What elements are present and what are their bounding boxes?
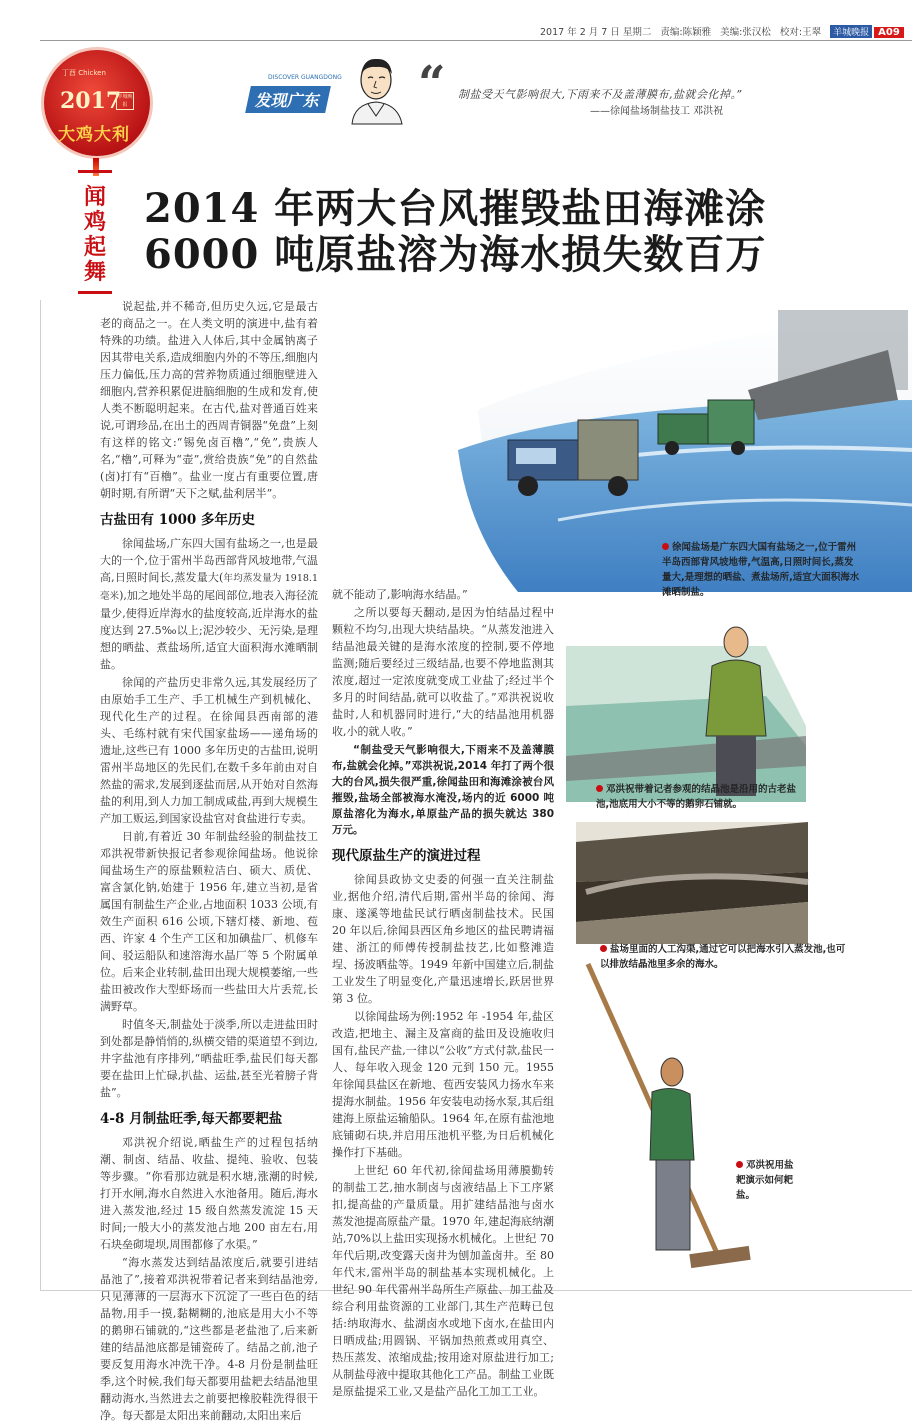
- section-heading: 古盐田有 1000 多年历史: [100, 512, 255, 528]
- article-paragraph: “海水蒸发达到结晶浓度后,就要引进结晶池了”,接着邓洪祝带着记者来到结晶池旁,只见薄薄的一层海水下沉淀了一些白色的结晶物,用手一摸,黏糊糊的,池底是用大小不等的鹅卵石铺就的,“这些都是老盐池了,后来新建的结晶池底都是铺瓷砖了。结晶之前,池子要反复用海水冲洗干净。4-8 月份是制盐旺季,这个时候,我们每天都要用盐耙去结晶池里翻动海水,当然进去之前要把橡胶鞋洗得很干净。每天都是太阳出来前翻动,太阳出来后: [100, 1256, 318, 1422]
- emblem-year: 2017: [60, 88, 122, 114]
- paragraph-text: 徐闻盐场,广东四大国有盐场之一,也是最大的一个,位于雷州半岛西部背风坡地带,气温高,日照时间长,蒸发量大(: [100, 537, 318, 584]
- article-paragraph: 上世纪 60 年代初,徐闻盐场用薄膜勤转的制盐工艺,抽水制卤与卤液结晶上下工序紧扣,提高盐的产量质量。用扩建结晶池与卤水蒸发池提高原盐产量。1970 年,建起海底纳潮站,70%以上盐田实现扬水机械化。上世纪 70 年代后期,改变露天卤井为刨加盖卤井。至 80 年代末,雷州半岛的制盐基本实现机械化。上世纪 90 年代雷州半岛所生产原盐、加工盐及综合利用盐资源的工业部门,其生产范畴已包括:纳取海水、盐湖卤水或地下卤水,在盐田内日晒成盐;用圆锅、平锅加热煎煮或用真空、热压蒸发、浓缩成盐;按用途对原盐进行加工;从制盐母液中提取其他化工产品。制盐工业既是原盐提采工业,又是盐产品化工加工工业。: [332, 1164, 554, 1398]
- article-paragraph: [100, 535, 318, 673]
- highlighted-paragraph: “制盐受天气影响很大,下雨来不及盖薄膜布,盐就会化掉。”邓洪祝说,2014 年打了两个很大的台风,损失很严重,徐闻盐田和海滩涂被台风摧毁,盐场全部被海水淹没,场内的近 6000 吨原盐溶化为海水,单原盐产品的损失就达 380 万元。: [332, 744, 554, 836]
- caption-text: 邓洪祝带着记者参观的结晶池是沿用的古老盐池,池底用大小不等的鹅卵石铺就。: [596, 784, 797, 810]
- column-tag: [78, 170, 112, 294]
- article-paragraph: 徐闻的产盐历史非常久远,其发展经历了由原始手工生产、手工机械生产到机械化、现代化生产的过程。在徐闻县西南部的港头、毛练村就有宋代国家盐场——递角场的遗址,这些已有 1000 多年历史的古盐田,说明雷州半岛地区的先民们,在数千多年前由对自然盐的需求,发展到逐盐而居,从开始对自然海盐的利用,到人力加工制成咸盐,再到大规模生产加工贩运,到国家设盐官对食盐进行专卖。: [100, 676, 318, 825]
- section-heading: 4-8 月制盐旺季,每天都要耙盐: [100, 1111, 283, 1127]
- pull-quote-attribution: ——徐闻盐场制盐技工 邓洪祝: [590, 106, 724, 117]
- pull-quote-text: 制盐受天气影响很大,下雨来不及盖薄膜布,盐就会化掉。”: [458, 88, 743, 101]
- section-heading: 现代原盐生产的演进过程: [332, 848, 481, 864]
- article-column-2: [332, 586, 554, 1398]
- caption-bullet-icon: [596, 785, 603, 792]
- caption-photo-1: [662, 540, 862, 600]
- rake-man-figure: [650, 1058, 694, 1250]
- caption-text: 徐闻盐场是广东四大国有盐场之一,位于雷州半岛西部背风坡地带,气温高,日照时间长,蒸发量大,是理想的晒盐、煮盐场所,适宜大面积海水滩晒制盐。: [662, 542, 860, 598]
- article-paragraph: 之所以要每天翻动,是因为怕结晶过程中颗粒不均匀,出现大块结晶块。“从蒸发池进入结晶池最关键的是海水浓度的控制,要不停地监测;随后要经过三级结晶,也要不停地监测其浓度,超过一定浓度就变成工业盐了;经过半个多月的时间结晶,就可以收盐了。”邓洪祝说收盐时,人和机器同时进行,“大的结晶池用机器收,小的就人收。”: [332, 606, 554, 738]
- paragraph-text: ),加之地处半岛的尾闾部位,地表入海径流量少,使得近岸海水的盐度较高,近岸海水的盐度达到 27.5‰以上;泥沙较少、无污染,是理想的晒盐、煮盐场所,适宜大面积海水滩晒制盐。: [100, 589, 318, 671]
- article-paragraph: 就不能动了,影响海水结晶。”: [332, 588, 468, 601]
- portrait-illustration: [344, 54, 408, 124]
- caption-text: 盐场里面的人工沟渠,通过它可以把海水引入蒸发池,也可以排放结晶池里多余的海水。: [600, 944, 846, 970]
- emblem-small-text: 丁酉 Chicken: [62, 69, 106, 77]
- header-rule: [40, 40, 912, 41]
- page-number: A09: [874, 27, 904, 38]
- photo-salt-channel: [576, 822, 808, 944]
- discover-logo-en: DISCOVER GUANGDONG: [268, 74, 342, 81]
- discover-guangdong-logo: [248, 68, 340, 118]
- paragraph-note: 年均蒸发量为 1918.1 毫米: [100, 573, 318, 602]
- photo-man-with-rake: [580, 960, 760, 1278]
- emblem-stamp: 羊城晚报: [117, 94, 133, 108]
- caption-text: 邓洪祝用盐耙演示如何耙盐。: [736, 1160, 794, 1201]
- headline-line-1: 2014 年两大台风摧毁盐田海滩涂: [144, 185, 767, 232]
- page-header: [540, 24, 912, 40]
- emblem-motto: 大鸡大利: [58, 125, 130, 145]
- article-paragraph: 邓洪祝介绍说,晒盐生产的过程包括纳潮、制卤、结晶、收盐、提纯、验收、包装等步骤。“你看那边就是积水塘,涨潮的时候,打开水闸,海水自然进入水池备用。随后,海水进入蒸发池,经过 15 级自然蒸发流淀 15 天时间;一般大小的蒸发池占地 200 亩左右,用石块垒砌堤坝,周围都修了水渠。”: [100, 1136, 318, 1251]
- paper-badge: 羊城晚报: [830, 25, 872, 38]
- article-paragraph: 徐闻县政协文史委的何强一直关注制盐业,据他介绍,清代后期,雷州半岛的徐闻、海康、遂溪等地盐民试行晒卤制盐技术。民国 20 年以后,徐闻县西区角乡地区的盐民聘请福建、浙江的师傅传授制盐技艺,比如整滩造埕、扬波晒盐等。1949 年新中国建立后,制盐工业发生了明显变化,产量迅速增长,跃居世界第 3 位。: [332, 873, 554, 1005]
- caption-photo-2: [596, 782, 802, 812]
- photo-man-by-pond: [566, 606, 806, 802]
- caption-bullet-icon: [600, 945, 607, 952]
- header-proof: 校对:王翠: [779, 27, 822, 38]
- quote-mark: “: [418, 56, 446, 112]
- article-paragraph: 时值冬天,制盐处于淡季,所以走进盐田时到处都是静悄悄的,纵横交错的渠道望不到边,井字盐池有序排列,“晒盐旺季,盐民们每天都要在盐田上忙碌,扒盐、运盐,甚至光着膀子背盐”。: [100, 1018, 318, 1099]
- header-editor: 责编:陈颖雅: [660, 27, 712, 38]
- header-designer: 美编:张汉松: [720, 27, 771, 38]
- new-year-emblem: [44, 50, 150, 156]
- article-paragraph: 日前,有着近 30 年制盐经验的制盐技工邓洪祝带新快报记者参观徐闻盐场。他说徐闻盐场生产的原盐颗粒洁白、硕大、质优、富含氯化钠,始建于 1956 年,建立当初,是省属国有制盐生产企业,占地面积 1033 公顷,有效生产面积 616 公顷,下辖灯楼、新地、苞西、许家 4 个生产工区和加碘盐厂、机修车间、驳运船队和速溶海水晶厂等 5 个附属单位。后来企业转制,盐田出现大规模萎缩,一些盐田被改作大型虾场而一些盐田大片丢荒,长满野草。: [100, 830, 318, 1013]
- column-tag-text: 闻鸡起舞: [83, 184, 106, 285]
- article-column-1: [100, 298, 318, 1422]
- caption-bullet-icon: [736, 1161, 743, 1168]
- caption-bullet-icon: [662, 543, 669, 550]
- article-paragraph: 说起盐,并不稀奇,但历史久远,它是最古老的商品之一。在人类文明的演进中,盐有着特殊的功绩。盐进入人体后,其中金属钠离子因其带电关系,造成细胞内外的不等压,细胞内压力偏低,压力高的营养物质通过细胞壁进入细胞内,营养积累促进脑细胞的生成和发育,使人类不断聪明起来。在古代,盐对普通百姓来说,可谓珍品,在出土的西周青铜器“免盘”上刻有这样的铭文:“锡免卤百櫓”,“免”,贵族人名,“櫓”,可释为“壶”,赏给贵族“免”的自然盐(卤)打有“百櫓”。盐业一度占有重要位置,唐朝时期,有所谓“天下之赋,盐利居半”。: [100, 300, 318, 500]
- discover-logo-cn: 发现广东: [245, 86, 331, 113]
- article-paragraph: 以徐闻盐场为例:1952 年 -1954 年,盐区改造,把地主、漏主及富商的盐田及设施收归国有,盐民产盐,一律以“公收”方式付款,盐民一人、每年收入现金 120 元到 150 元。1955 年徐闻县盐区在新地、苞西安装风力扬水车来提海水制盐。1956 年安装电动扬水泵,其后组建海上原盐运输船队。1964 年,在原有盐池地底铺砌石块,并启用压池机平整,为日后机械化操作打下基础。: [332, 1010, 554, 1159]
- caption-photo-4: [736, 1158, 800, 1203]
- headline-line-2: 6000 吨原盐溶为海水损失数百万: [144, 231, 767, 278]
- header-date: 2017 年 2 月 7 日 星期二: [540, 27, 652, 38]
- frame-left: [40, 300, 41, 1290]
- headline: [144, 186, 844, 278]
